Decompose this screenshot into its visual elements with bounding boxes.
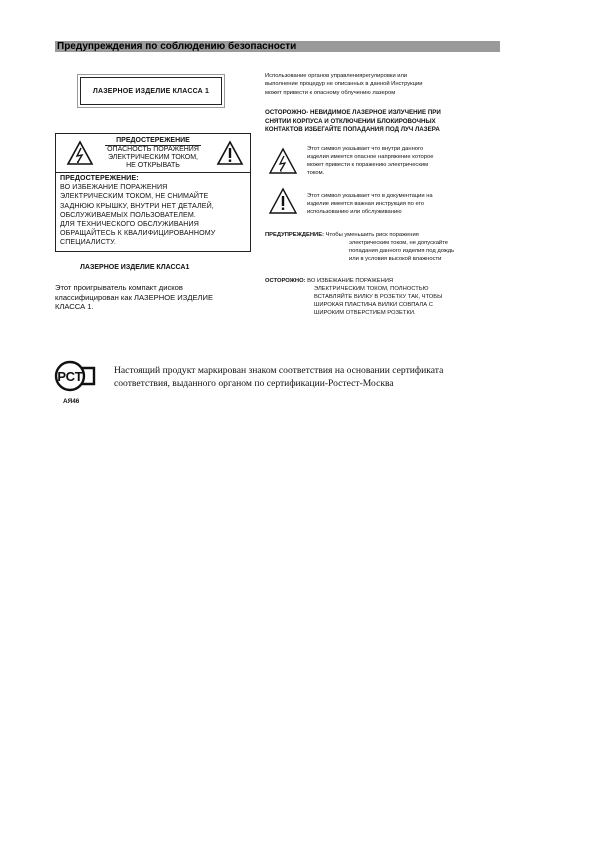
player-text-line: КЛАССА 1. [55,302,94,311]
certification-statement [114,365,484,390]
exclamation-warning-icon [216,140,244,166]
moisture-warning-cont [349,239,499,263]
caution-lower-line: ОБРАЩАЙТЕСЬ К КВАЛИФИЦИРОВАННОМУ [60,229,216,238]
section-title: Предупреждения по соблюдению безопасности [57,41,297,52]
warning-line: попадания данного изделия под дождь [349,248,455,254]
caution-line: ВСТАВЛЯЙТЕ ВИЛКУ В РОЗЕТКУ ТАК, ЧТОБЫ [314,294,443,300]
caution-lower-line: ДЛЯ ТЕХНИЧЕСКОГО ОБСЛУЖИВАНИЯ [60,220,199,229]
caution-lower-heading: ПРЕДОСТЕРЕЖЕНИЕ: [60,174,139,182]
caution-line: ШИРОКИМ ОТВЕРСТИЕМ РОЗЕТКИ. [314,310,416,316]
player-text-line: Этот проигрыватель компакт дисков [55,283,183,292]
caution-first-line: ВО ИЗБЕЖАНИЕ ПОРАЖЕНИЯ [305,278,394,284]
caution-lower-line: СПЕЦИАЛИСТУ. [60,238,116,247]
plug-caution-cont [314,285,499,317]
plug-caution [265,277,495,285]
instruction-symbol-description [307,192,492,216]
caution-body-line: НЕ ОТКРЫВАТЬ [126,162,180,169]
invisible-laser-warning [265,109,495,135]
voltage-line: Этот символ указывает что внутри данного [307,146,424,152]
caution-lower-line: ОБСЛУЖИВАЕМЫХ ПОЛЬЗОВАТЕЛЕМ. [60,210,196,219]
caution-body-line: ЭЛЕКТРИЧЕСКИМ ТОКОМ, [107,154,198,161]
logo-text: РСТ [57,369,83,384]
cert-line: Настоящий продукт маркирован знаком соответствия на основании сертификата [114,365,444,376]
caution-lower-line: ВО ИЗБЕЖАНИЕ ПОРАЖЕНИЯ [60,183,168,192]
instruction-line: Этот символ указывает что в документации на [307,193,433,199]
certification-code: АЯ46 [63,398,80,405]
caution-line: ШИРОКАЯ ПЛАСТИНА ВИЛКИ СОВПАЛА С [314,302,433,308]
laser-class-caption: ЛАЗЕРНОЕ ИЗДЕЛИЕ КЛАССА1 [80,264,190,271]
moisture-warning [265,231,495,239]
player-text-line: классифицирован как ЛАЗЕРНОЕ ИЗДЕЛИЕ [55,292,214,302]
rst-certification-logo [54,360,98,392]
caution-line: ЭЛЕКТРИЧЕСКИМ ТОКОМ, ПОЛНОСТЬЮ [314,286,429,292]
invisible-laser-line: КОНТАКТОВ ИЗБЕГАЙТЕ ПОПАДАНИЯ ПОД ЛУЧ ЛАЗЕРА [265,126,440,134]
caution-label-body [105,146,201,170]
caution-label [55,133,251,252]
caution-label-lower [60,174,246,248]
controls-line: Использование органов управлениярегулировки или [265,73,408,79]
player-classification-text [55,283,255,312]
caution-label-text: ОСТОРОЖНО: [265,278,306,284]
voltage-line: током. [307,170,325,177]
laser-class-label-box: ЛАЗЕРНОЕ ИЗДЕЛИЕ КЛАССА 1 [80,77,222,105]
instruction-line: использованию или обслуживанию [307,209,402,216]
voltage-line: изделия имеется опасное напряжение которое [307,154,434,161]
caution-label-title: ПРЕДОСТЕРЕЖЕНИЕ [105,136,201,146]
cert-line: соответствия, выданного органом по сертификации-Ростест-Москва [114,377,394,389]
controls-line: может привести к опасному облучению лазером [265,89,396,96]
caution-lower-line: ЭЛЕКТРИЧЕСКИМ ТОКОМ, НЕ СНИМАЙТЕ [60,192,209,201]
lightning-warning-icon [66,140,94,166]
warning-line: электрическим током, не допускайте [349,240,448,246]
warning-label: ПРЕДУПРЕЖДЕНИЕ: [265,232,324,238]
invisible-laser-line: ОСТОРОЖНО- НЕВИДИМОЕ ЛАЗЕРНОЕ ИЗЛУЧЕНИЕ ПРИ [265,109,441,116]
voltage-symbol-description [307,145,492,177]
voltage-line: может привести к поражению электрическим [307,162,429,169]
caution-label-top [56,134,250,173]
warning-line: или в условия высокой влажности [349,256,442,262]
lightning-symbol-icon [268,147,298,175]
instruction-line: изделие имеется важная инструкция по его [307,201,424,208]
invisible-laser-line: СНЯТИИ КОРПУСА И ОТКЛЮЧЕНИИ БЛОКИРОВОЧНЫХ [265,117,436,125]
controls-usage-notice [265,72,495,97]
exclamation-symbol-icon [268,187,298,215]
controls-line: выполнение процедур не описанных в данной Инструкции [265,81,423,88]
caution-body-line: ОПАСНОСТЬ ПОРАЖЕНИЯ [107,146,199,153]
caution-lower-line: ЗАДНЮЮ КРЫШКУ, ВНУТРИ НЕТ ДЕТАЛЕЙ, [60,201,214,210]
warning-first-line: Чтобы уменьшить риск поражения [324,232,419,238]
